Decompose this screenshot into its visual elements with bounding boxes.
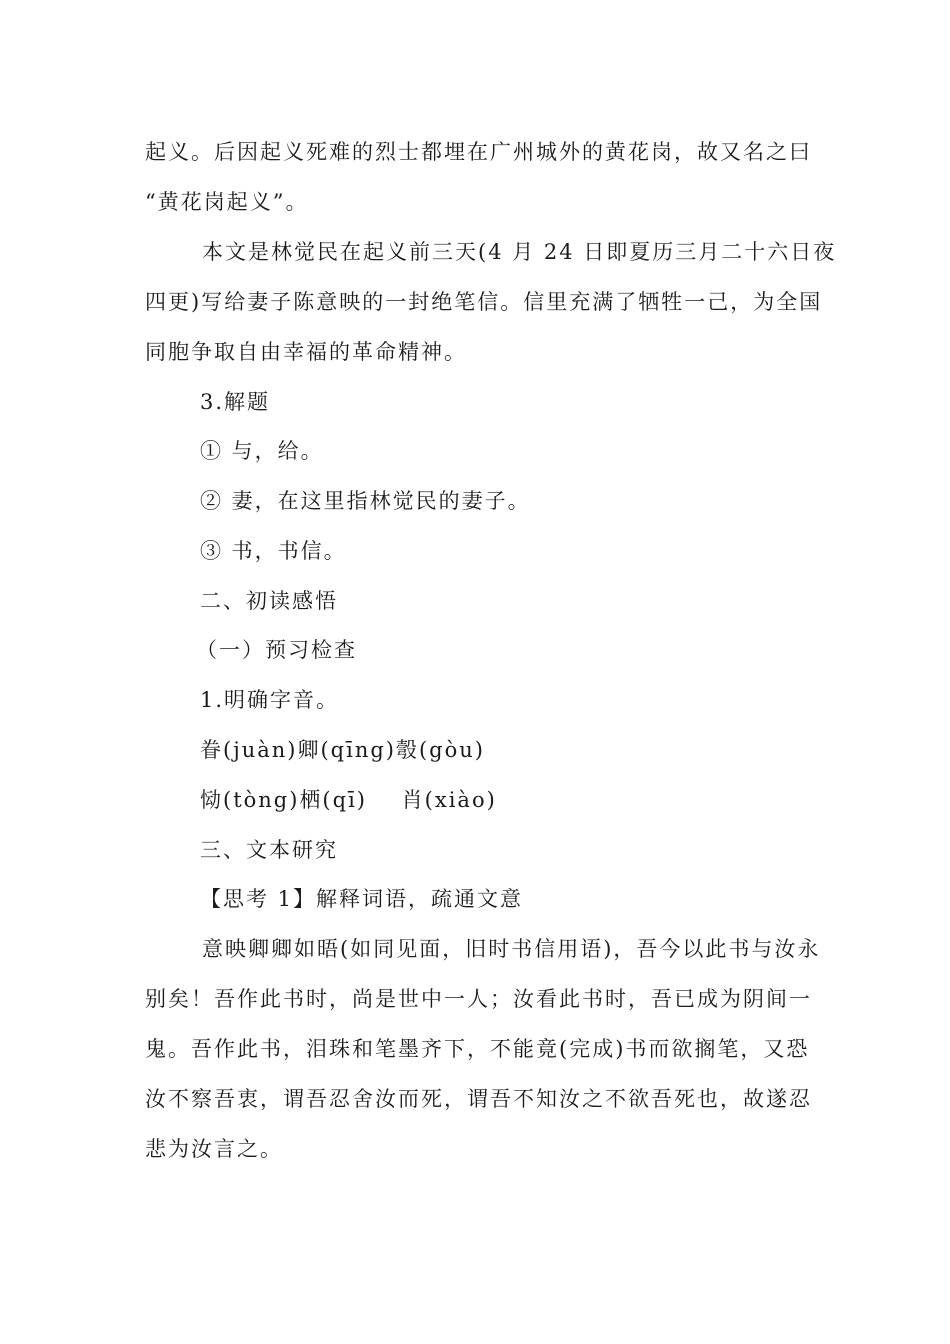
paragraph-2-line-3: 同胞争取自由幸福的革命精神。 [145, 340, 467, 364]
paragraph-1-line-1: 起义。后因起义死难的烈士都埋在广州城外的黄花岗，故又名之曰 [145, 140, 812, 164]
section-three-heading: 三、文本研究 [200, 838, 338, 862]
section-3-heading: 3.解题 [200, 390, 271, 414]
paragraph-1-line-2: “黄花岗起义”。 [145, 190, 309, 214]
section-3-item-1: ① 与，给。 [200, 439, 324, 463]
paragraph-3-line-4: 汝不察吾衷，谓吾忍舍汝而死，谓吾不知汝之不欲吾死也，故遂忍 [145, 1087, 812, 1111]
section-two-item-1: 1.明确字音。 [200, 688, 340, 712]
section-3-item-3: ③ 书，书信。 [200, 539, 347, 563]
pinyin-line-1: 眷(juàn)卿(qīng)彀(gòu) [200, 738, 485, 762]
think-1-heading: 【思考 1】解释词语，疏通文意 [200, 887, 524, 911]
paragraph-3-line-5: 悲为汝言之。 [145, 1137, 283, 1161]
paragraph-3-line-2: 别矣！吾作此书时，尚是世中一人；汝看此书时，吾已成为阴间一 [145, 987, 812, 1011]
paragraph-2-line-1: 本文是林觉民在起义前三天(4 月 24 日即夏历三月二十六日夜 [202, 240, 837, 264]
section-two-heading: 二、初读感悟 [200, 589, 338, 613]
pinyin-line-2: 恸(tòng)栖(qī) 肖(xiào) [200, 788, 497, 812]
paragraph-2-line-2: 四更)写给妻子陈意映的一封绝笔信。信里充满了牺牲一己，为全国 [145, 290, 823, 314]
paragraph-3-line-1: 意映卿卿如晤(如同见面，旧时书信用语)，吾今以此书与汝永 [202, 937, 821, 961]
paragraph-3-line-3: 鬼。吾作此书，泪珠和笔墨齐下，不能竟(完成)书而欲搁笔，又恐 [145, 1037, 810, 1061]
section-two-subheading: （一）预习检查 [196, 638, 357, 662]
section-3-item-2: ② 妻，在这里指林觉民的妻子。 [200, 489, 531, 513]
